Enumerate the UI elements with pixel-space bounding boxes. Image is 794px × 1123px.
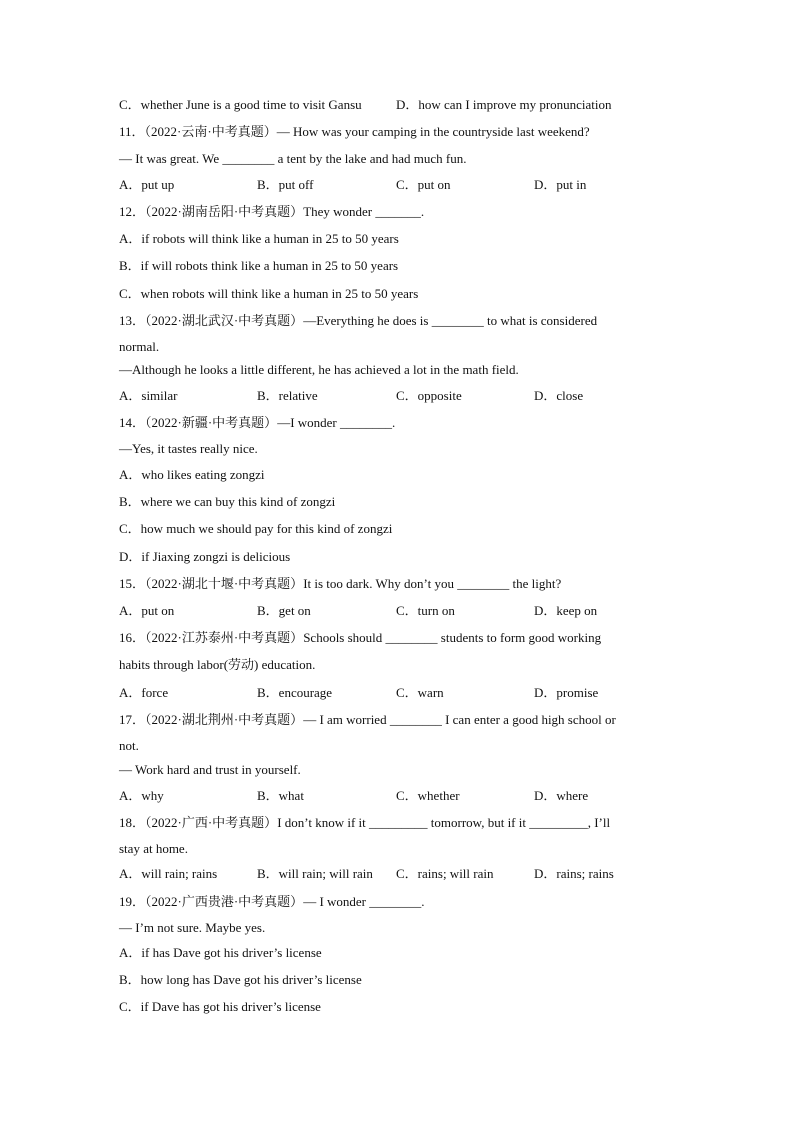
- question-number: 12．: [119, 204, 146, 219]
- question-line: [119, 313, 597, 329]
- option-b: B．encourage: [257, 685, 333, 700]
- question-source: （2022·湖北荆州·中考真题）: [145, 712, 304, 727]
- option-a: A．similar: [119, 388, 178, 403]
- question-text: They wonder _______.: [303, 204, 425, 219]
- question-number: 11．: [119, 124, 145, 139]
- option-d: D．put in: [534, 177, 587, 192]
- option-d: D．where: [534, 788, 589, 803]
- question-text: — I wonder ________.: [303, 894, 425, 909]
- option-c: C．opposite: [396, 388, 462, 403]
- question-line: [119, 576, 561, 592]
- option-b: B．what: [257, 788, 304, 803]
- option-a: A．force: [119, 685, 169, 700]
- option-c: C．rains; will rain: [396, 866, 494, 881]
- question-text: It is too dark. Why don’t you ________ the light?: [303, 576, 562, 591]
- option-d: D．keep on: [534, 603, 598, 618]
- question-source: （2022·新疆·中考真题）: [145, 415, 278, 430]
- text-line: stay at home.: [119, 841, 188, 856]
- question-source: （2022·广西·中考真题）: [145, 815, 278, 830]
- text-line: C．if Dave has got his driver’s license: [119, 999, 321, 1014]
- question-number: 15．: [119, 576, 146, 591]
- option-c: C．whether: [396, 788, 460, 803]
- option-d: D．close: [534, 388, 584, 403]
- text-line: C．when robots will think like a human in 25 to 50 years: [119, 286, 419, 301]
- option-a: A．put on: [119, 603, 175, 618]
- text-line: habits through labor(劳动) education.: [119, 657, 316, 672]
- text-line: B．if will robots think like a human in 25 to 50 years: [119, 258, 399, 273]
- question-line: [119, 630, 601, 646]
- question-text: —I wonder ________.: [277, 415, 396, 430]
- text-line: C．how much we should pay for this kind of zongzi: [119, 521, 393, 536]
- question-line: [119, 894, 425, 910]
- option-d: D．how can I improve my pronunciation: [396, 97, 612, 112]
- text-line: not.: [119, 738, 139, 753]
- option-a: A．put up: [119, 177, 175, 192]
- question-number: 13．: [119, 313, 146, 328]
- question-source: （2022·江苏泰州·中考真题）: [145, 630, 304, 645]
- text-line: normal.: [119, 339, 160, 354]
- question-text: — How was your camping in the countryside last weekend?: [276, 124, 590, 139]
- question-text: —Everything he does is ________ to what is considered: [303, 313, 598, 328]
- option-c: C．turn on: [396, 603, 455, 618]
- question-line: [119, 815, 610, 831]
- text-line: B．where we can buy this kind of zongzi: [119, 494, 336, 509]
- question-source: （2022·湖北武汉·中考真题）: [145, 313, 304, 328]
- question-source: （2022·湖北十堰·中考真题）: [145, 576, 304, 591]
- question-number: 18．: [119, 815, 146, 830]
- text-line: A．if has Dave got his driver’s license: [119, 945, 322, 960]
- option-b: B．will rain; will rain: [257, 866, 373, 881]
- text-line: — I’m not sure. Maybe yes.: [119, 920, 266, 935]
- option-d: D．promise: [534, 685, 599, 700]
- text-line: — It was great. We ________ a tent by the lake and had much fun.: [119, 151, 467, 166]
- question-source: （2022·广西贵港·中考真题）: [145, 894, 304, 909]
- text-line: —Although he looks a little different, he has achieved a lot in the math field.: [119, 362, 519, 377]
- question-number: 14．: [119, 415, 146, 430]
- question-source: （2022·湖南岳阳·中考真题）: [145, 204, 304, 219]
- text-line: A．who likes eating zongzi: [119, 467, 265, 482]
- question-source: （2022·云南·中考真题）: [144, 124, 277, 139]
- option-d: D．rains; rains: [534, 866, 614, 881]
- question-number: 17．: [119, 712, 146, 727]
- text-line: B．how long has Dave got his driver’s license: [119, 972, 362, 987]
- question-line: [119, 415, 395, 431]
- question-text: — I am worried ________ I can enter a good high school or: [303, 712, 616, 727]
- question-number: 19．: [119, 894, 146, 909]
- question-number: 16．: [119, 630, 146, 645]
- option-a: A．why: [119, 788, 164, 803]
- option-c: C．whether June is a good time to visit Gansu: [119, 97, 362, 112]
- option-c: C．warn: [396, 685, 444, 700]
- text-line: —Yes, it tastes really nice.: [119, 441, 258, 456]
- text-line: A．if robots will think like a human in 25 to 50 years: [119, 231, 399, 246]
- question-text: Schools should ________ students to form good working: [303, 630, 602, 645]
- option-b: B．relative: [257, 388, 318, 403]
- question-line: [119, 124, 590, 140]
- option-a: A．will rain; rains: [119, 866, 218, 881]
- option-c: C．put on: [396, 177, 451, 192]
- option-b: B．put off: [257, 177, 314, 192]
- question-line: [119, 204, 424, 220]
- question-line: [119, 712, 616, 728]
- option-b: B．get on: [257, 603, 311, 618]
- text-line: D．if Jiaxing zongzi is delicious: [119, 549, 291, 564]
- question-text: I don’t know if it _________ tomorrow, but if it _________, I’ll: [277, 815, 611, 830]
- text-line: — Work hard and trust in yourself.: [119, 762, 301, 777]
